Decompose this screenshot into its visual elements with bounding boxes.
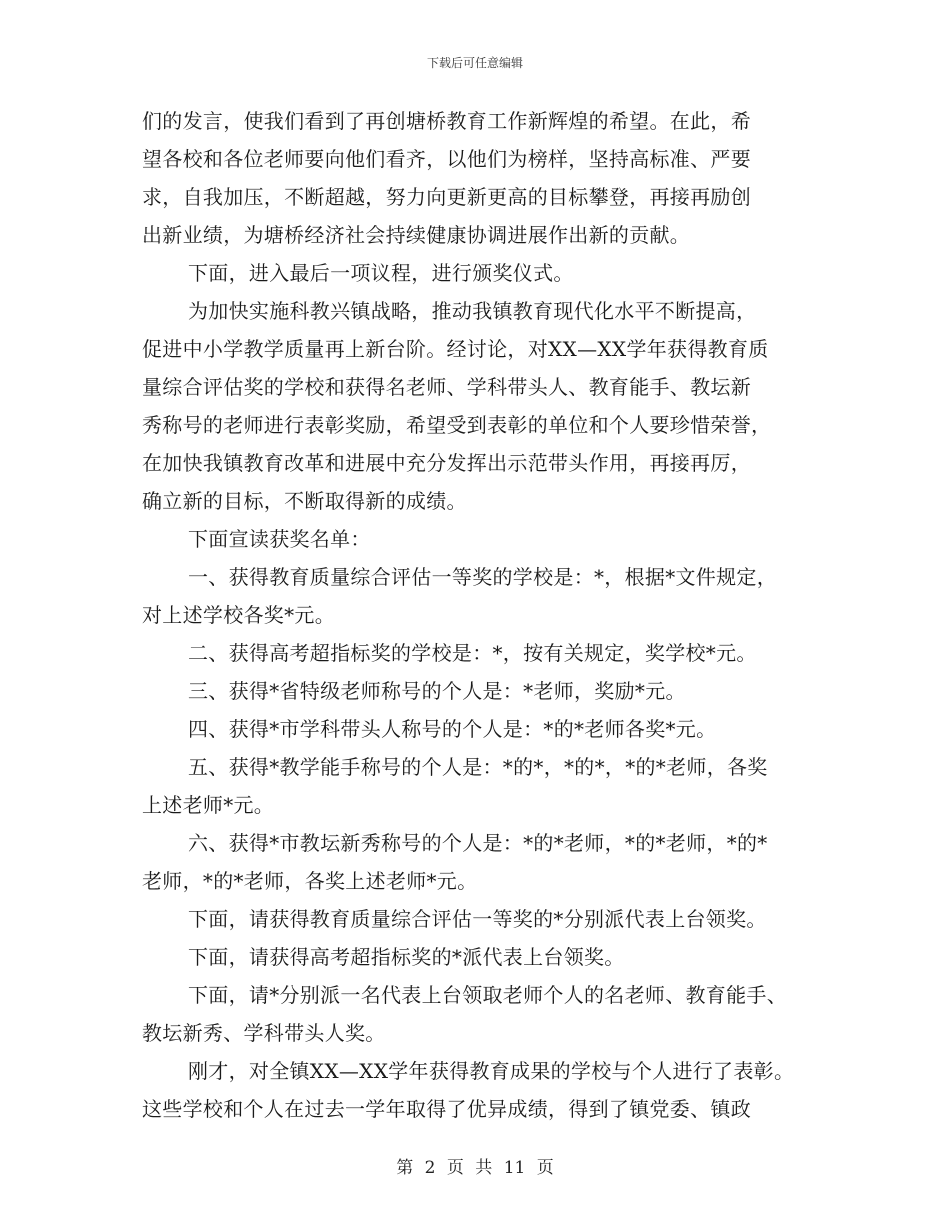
text-line: 六、获得*市教坛新秀称号的个人是：*的*老师，*的*老师，*的* [188, 831, 768, 855]
text-line: 量综合评估奖的学校和获得名老师、学科带头人、教育能手、教坛新 [142, 375, 751, 399]
text-line: 确立新的目标，不断取得新的成绩。 [142, 489, 467, 513]
text-line: 对上述学校各奖*元。 [142, 603, 335, 627]
text-line: 秀称号的老师进行表彰奖励，希望受到表彰的单位和个人要珍惜荣誉， [142, 413, 772, 437]
text-line: 们的发言，使我们看到了再创塘桥教育工作新辉煌的希望。在此，希 [142, 109, 751, 133]
text-line: 二、获得高考超指标奖的学校是：*，按有关规定，奖学校*元。 [188, 641, 757, 665]
text-line: 四、获得*市学科带头人称号的个人是：*的*老师各奖*元。 [188, 717, 717, 741]
text-line: 教坛新秀、学科带头人奖。 [142, 1021, 386, 1045]
text-line: 求，自我加压，不断超越，努力向更新更高的目标攀登，再接再励创 [142, 185, 751, 209]
text-line: 下面，请获得高考超指标奖的*派代表上台领奖。 [188, 945, 625, 969]
text-line: 下面，进入最后一项议程，进行颁奖仪式。 [188, 261, 574, 285]
page-header: 下载后可任意编辑 [426, 56, 523, 70]
text-line: 出新业绩，为塘桥经济社会持续健康协调进展作出新的贡献。 [142, 223, 691, 247]
text-line: 刚才，对全镇XX—XX学年获得教育成果的学校与个人进行了表彰。 [188, 1059, 795, 1083]
text-line: 三、获得*省特级老师称号的个人是：*老师，奖励*元。 [188, 679, 686, 703]
text-line: 下面宣读获奖名单： [188, 527, 371, 551]
text-line: 望各校和各位老师要向他们看齐，以他们为榜样，坚持高标准、严要 [142, 147, 751, 171]
text-line: 这些学校和个人在过去一学年取得了优异成绩，得到了镇党委、镇政 [142, 1097, 751, 1121]
text-line: 下面，请*分别派一名代表上台领取老师个人的名老师、教育能手、 [188, 983, 787, 1007]
text-line: 为加快实施科教兴镇战略，推动我镇教育现代化水平不断提高， [188, 299, 757, 323]
text-line: 上述老师*元。 [142, 793, 275, 817]
text-line: 一、获得教育质量综合评估一等奖的学校是：*，根据*文件规定， [188, 565, 777, 589]
text-line: 下面，请获得教育质量综合评估一等奖的*分别派代表上台领奖。 [188, 907, 767, 931]
text-line: 五、获得*教学能手称号的个人是：*的*，*的*，*的*老师，各奖 [188, 755, 768, 779]
page-footer: 第 2 页 共 11 页 [396, 1158, 554, 1178]
text-line: 老师，*的*老师，各奖上述老师*元。 [142, 869, 478, 893]
text-line: 在加快我镇教育改革和进展中充分发挥出示范带头作用，再接再厉， [142, 451, 751, 475]
text-line: 促进中小学教学质量再上新台阶。经讨论，对XX—XX学年获得教育质 [142, 337, 769, 361]
